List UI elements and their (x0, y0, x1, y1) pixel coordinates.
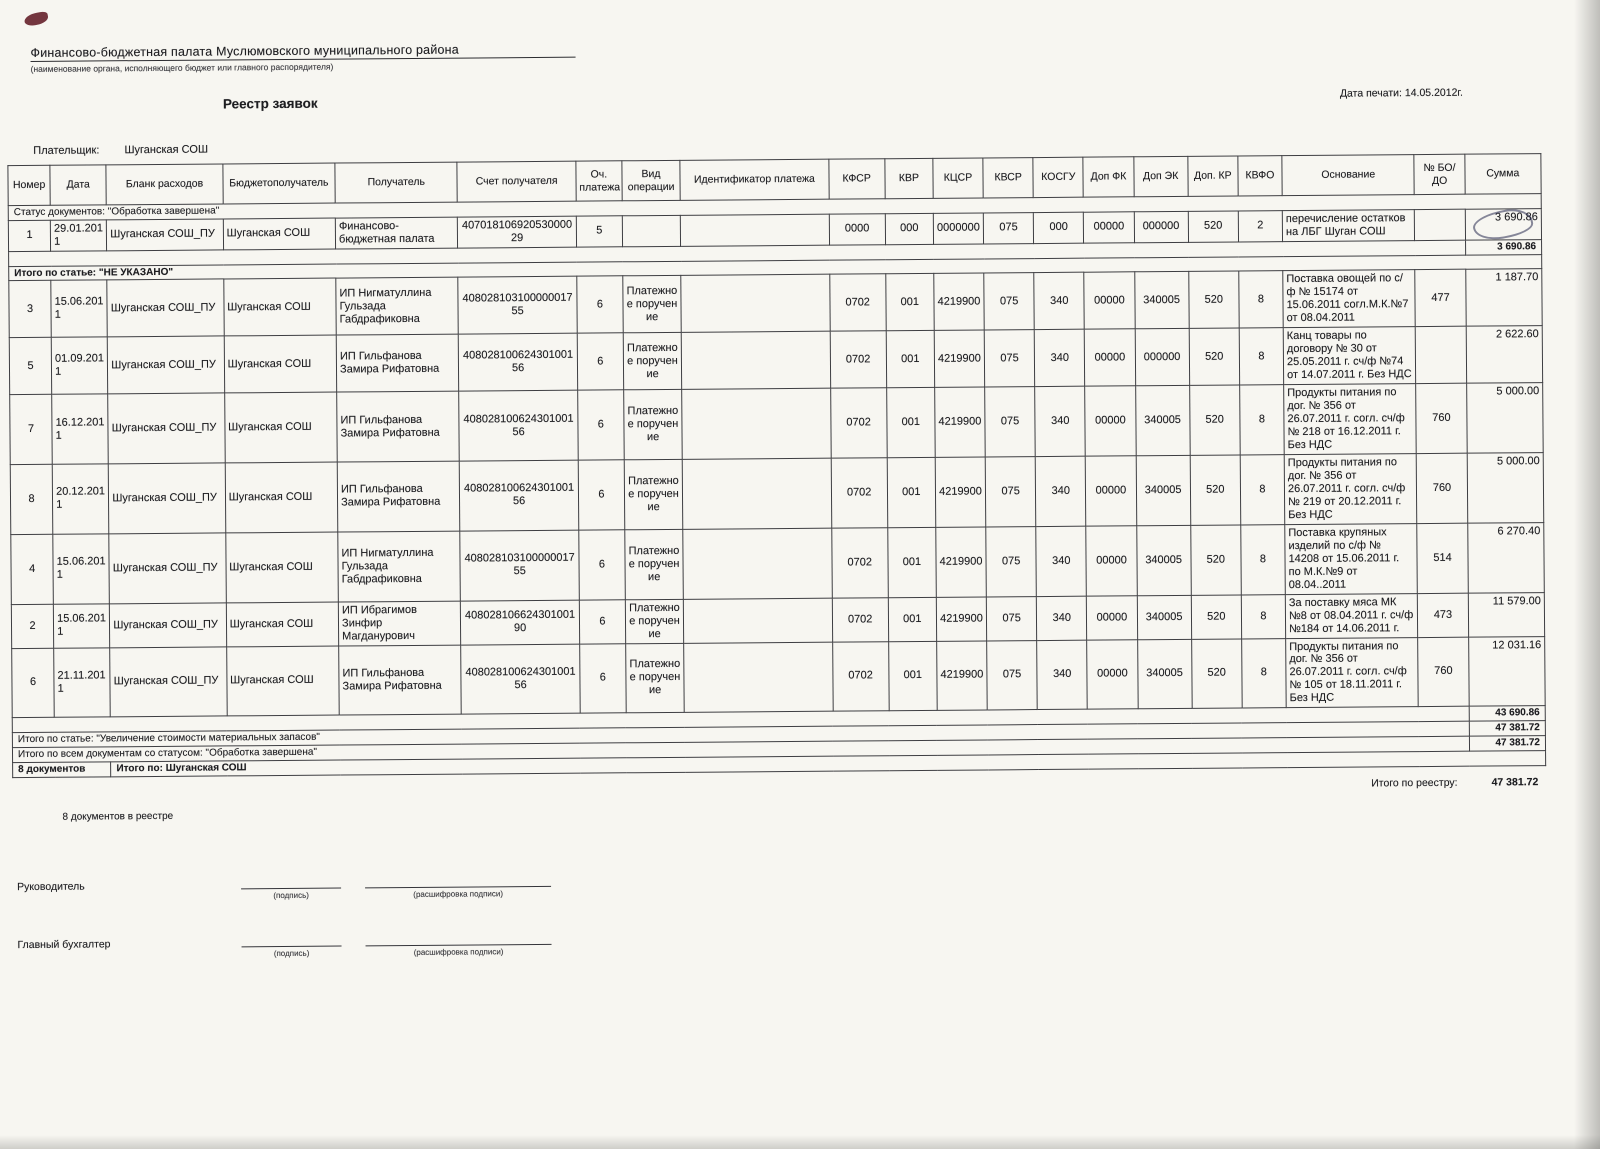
after-table (12, 775, 1572, 822)
signature-line (365, 870, 551, 899)
cell-budget_recipient: Шуганская СОШ (224, 335, 337, 393)
cell-sum: 5 000.00 (1466, 383, 1543, 453)
cell-kcsr: 4219900 (935, 387, 986, 457)
column-header: Счет получателя (457, 161, 576, 202)
cell-number: 2 (11, 604, 53, 648)
cell-kvfo: 8 (1240, 385, 1285, 455)
cell-kosgu: 340 (1037, 596, 1087, 640)
cell-kfsr: 0000 (829, 214, 885, 245)
summary-cell: Итого по: Шуганская СОШ (111, 750, 1546, 776)
payer-name: Шуганская СОШ (124, 143, 209, 157)
document-row (10, 383, 1544, 465)
column-header: КФСР (828, 159, 884, 199)
cell-queue: 6 (578, 460, 625, 530)
cell-kvsr: 075 (986, 596, 1036, 640)
cell-expense_blank: Шуганская СОШ_ПУ (110, 646, 227, 717)
cell-number: 5 (9, 337, 52, 394)
cell-payment_id (681, 275, 830, 333)
cell-kvsr: 075 (985, 456, 1036, 526)
cell-expense_blank: Шуганская СОШ_ПУ (107, 279, 224, 337)
cell-queue: 6 (577, 333, 624, 390)
cell-budget_recipient: Шуганская СОШ (223, 218, 336, 250)
column-header: Вид операции (622, 160, 680, 200)
document-row (12, 636, 1546, 718)
column-header: КВР (885, 158, 933, 198)
column-header: КЦСР (933, 158, 983, 198)
signature-line (241, 930, 341, 959)
column-header: Дата (50, 165, 106, 205)
cell-kvr: 000 (885, 213, 933, 244)
cell-dop_ek: 000000 (1135, 329, 1190, 386)
cell-sum: 2 622.60 (1466, 326, 1543, 383)
cell-sum: 5 000.00 (1467, 453, 1544, 523)
column-header: Основание (1282, 155, 1415, 196)
cell-kfsr: 0702 (829, 274, 886, 331)
cell-bo_do (1416, 326, 1467, 383)
signature-line (241, 872, 341, 901)
cell-sum: 12 031.16 (1468, 636, 1545, 706)
cell-dop_ek: 340005 (1136, 525, 1191, 595)
cell-operation_type: Платежное поручение (624, 389, 683, 459)
cell-dop_fk: 00000 (1086, 456, 1137, 526)
cell-kcsr: 4219900 (934, 330, 985, 387)
cell-kosgu: 000 (1034, 212, 1084, 243)
cell-recipient: ИП Нигматуллина Гульзада Габдрафиковна (336, 277, 459, 335)
cell-expense_blank: Шуганская СОШ_ПУ (109, 463, 226, 534)
column-header: Доп. КР (1188, 156, 1238, 196)
cell-basis: Поставка овощей по с/ф № 15174 от 15.06.2011 согл.М.К.№7 от 08.04.2011 (1283, 270, 1416, 328)
cell-dop_fk: 00000 (1084, 272, 1135, 329)
signature-row-director (17, 862, 1573, 910)
summary-cell: Итого по статье: "Увеличение стоимости материальных запасов" (12, 721, 1469, 747)
cell-bo_do: 760 (1418, 637, 1469, 707)
signature-role: Руководитель (17, 880, 85, 893)
cell-dop_kr: 520 (1190, 455, 1241, 525)
column-header: Доп ФК (1083, 157, 1133, 197)
cell-date: 29.01.2011 (50, 220, 106, 251)
cell-budget_recipient: Шуганская СОШ (224, 392, 337, 463)
cell-operation_type: Платежное поручение (625, 599, 684, 643)
signature-line (365, 928, 551, 957)
cell-budget_recipient: Шуганская СОШ (226, 602, 339, 647)
cell-expense_blank: Шуганская СОШ_ПУ (108, 336, 225, 394)
cell-basis: За поставку мяса МК №8 от 08.04.2011 г. сч/ф №184 от 14.06.2011 г. (1285, 593, 1418, 638)
column-header: Бюджетополучатель (223, 163, 336, 204)
cell-recipient: ИП Гильфанова Замира Рифатовна (337, 391, 460, 462)
cell-queue: 6 (579, 530, 626, 600)
registry-total-label: Итого по реестру: (1371, 776, 1458, 789)
cell-kcsr: 4219900 (936, 527, 987, 597)
cell-dop_fk: 00000 (1086, 526, 1137, 596)
cell-kosgu: 340 (1037, 640, 1088, 710)
cell-kvr: 001 (887, 457, 936, 527)
cell-dop_ek: 340005 (1137, 639, 1192, 709)
cell-dop_ek: 340005 (1135, 385, 1190, 455)
cell-account: 40802810062430100156 (461, 644, 580, 715)
cell-kvfo: 8 (1239, 328, 1284, 385)
cell-recipient: ИП Гильфанова Замира Рифатовна (339, 645, 462, 716)
cell-basis: Продукты питания по дог. № 356 от 26.07.2011 г. согл. сч/ф № 219 от 20.12.2011 г. Без НДС (1284, 453, 1417, 524)
cell-date: 01.09.2011 (51, 337, 108, 394)
scan-artifact-mark (23, 11, 49, 27)
docs-in-registry: 8 документов в реестре (62, 810, 174, 823)
cell-basis: Продукты питания по дог. № 356 от 26.07.2011 г. согл. сч/ф № 218 от 16.12.2011 г. Без НДС (1284, 384, 1417, 455)
cell-kvsr: 075 (984, 330, 1035, 387)
cell-queue: 5 (576, 216, 622, 247)
cell-kvsr: 075 (987, 640, 1038, 710)
cell-sum: 1 187.70 (1465, 269, 1542, 326)
cell-kfsr: 0702 (830, 388, 887, 458)
cell-basis: Канц товары по договору № 30 от 25.05.2011 г. сч/ф №74 от 14.07.2011 г. Без НДС (1283, 327, 1416, 385)
cell-dop_kr: 520 (1191, 595, 1241, 639)
scan-content (6, 0, 1574, 991)
cell-dop_ek: 340005 (1137, 595, 1192, 639)
cell-bo_do: 760 (1416, 383, 1467, 453)
column-header: Номер (8, 165, 50, 205)
cell-dop_kr: 520 (1188, 211, 1238, 242)
cell-kosgu: 340 (1035, 386, 1086, 456)
cell-budget_recipient: Шуганская СОШ (225, 462, 338, 533)
cell-kvfo: 8 (1239, 271, 1284, 328)
cell-operation_type: Платежное поручение (625, 529, 684, 599)
payer-label: Плательщик: (33, 144, 100, 157)
cell-bo_do: 473 (1418, 593, 1468, 637)
summary-cell: 8 документов (13, 762, 111, 778)
cell-payment_id (681, 331, 830, 389)
signature-rule (241, 930, 341, 947)
cell-kfsr: 0702 (831, 528, 888, 598)
cell-operation_type: Платежное поручение (626, 643, 685, 713)
column-header: Получатель (335, 162, 458, 203)
print-date: Дата печати: 14.05.2012г. (1339, 86, 1463, 100)
cell-kvr: 001 (886, 331, 935, 388)
cell-payment_id (682, 458, 831, 529)
document-row (10, 453, 1544, 535)
cell-bo_do: 514 (1417, 523, 1468, 593)
cell-kfsr: 0702 (831, 458, 888, 528)
signature-row-accountant (17, 920, 1573, 968)
cell-dop_kr: 520 (1191, 638, 1242, 708)
cell-budget_recipient: Шуганская СОШ (225, 532, 338, 603)
cell-dop_ek: 340005 (1136, 455, 1191, 525)
cell-kosgu: 340 (1035, 456, 1086, 526)
cell-date: 20.12.2011 (52, 464, 109, 534)
cell-number: 1 (8, 220, 50, 251)
cell-queue: 6 (577, 276, 624, 333)
cell-kfsr: 0702 (830, 331, 887, 388)
cell-dop_kr: 520 (1188, 271, 1239, 328)
cell-kvfo: 2 (1238, 210, 1282, 241)
cell-operation_type: Платежное поручение (623, 333, 682, 390)
cell-payment_id (683, 528, 832, 599)
title-row (7, 86, 1567, 113)
signature-role: Главный бухгалтер (17, 937, 111, 951)
cell-expense_blank: Шуганская СОШ_ПУ (107, 219, 224, 251)
cell-kcsr: 4219900 (936, 597, 986, 641)
cell-account: 40802810662430100190 (461, 600, 580, 645)
cell-recipient: ИП Ибрагимов Зинфир Магданурович (338, 601, 461, 646)
payer-row (33, 133, 1567, 157)
cell-expense_blank: Шуганская СОШ_ПУ (108, 393, 225, 464)
cell-account: 40701810692053000029 (458, 216, 577, 248)
signature-label: (подпись) (273, 948, 310, 958)
cell-kosgu: 340 (1034, 329, 1085, 386)
cell-number: 3 (9, 281, 52, 338)
cell-dop_fk: 00000 (1087, 639, 1138, 709)
cell-budget_recipient: Шуганская СОШ (223, 278, 336, 336)
cell-dop_fk: 00000 (1085, 386, 1136, 456)
signature-block (13, 862, 1574, 968)
org-name: Финансово-бюджетная палата Муслюмовского муниципального района (30, 42, 575, 62)
cell-number: 4 (11, 534, 54, 604)
cell-dop_kr: 520 (1189, 328, 1240, 385)
cell-dop_ek: 000000 (1134, 211, 1188, 242)
cell-number: 6 (12, 648, 55, 718)
summary-cell: 3 690.86 (1465, 239, 1542, 254)
signature-rule (365, 870, 551, 887)
cell-kfsr: 0702 (832, 597, 889, 641)
signature-label: (расшифровка подписи) (413, 946, 504, 957)
cell-kcsr: 4219900 (935, 457, 986, 527)
summary-cell: 43 690.86 (1469, 706, 1546, 721)
cell-recipient: ИП Нигматуллина Гульзада Габдрафиковна (338, 531, 461, 602)
cell-kvsr: 075 (985, 387, 1036, 457)
cell-expense_blank: Шуганская СОШ_ПУ (109, 533, 226, 604)
cell-kvfo: 8 (1242, 638, 1287, 708)
column-header: КВФО (1238, 156, 1282, 196)
cell-kvr: 001 (888, 641, 937, 711)
cell-dop_kr: 520 (1190, 525, 1241, 595)
summary-cell: Статус документов: "Обработка завершена" (8, 194, 1541, 221)
cell-kvr: 001 (888, 597, 936, 641)
registry-total-value: 47 381.72 (1491, 775, 1539, 789)
cell-kvsr: 075 (986, 526, 1037, 596)
cell-dop_fk: 00000 (1087, 595, 1137, 639)
summary-cell: Итого по статье: "НЕ УКАЗАНО" (9, 254, 1542, 281)
cell-number: 7 (10, 394, 53, 464)
document-row (11, 522, 1545, 604)
signature-label: (расшифровка подписи) (413, 888, 504, 899)
cell-kosgu: 340 (1034, 273, 1085, 330)
cell-queue: 6 (577, 390, 624, 460)
cell-expense_blank: Шуганская СОШ_ПУ (110, 603, 227, 648)
cell-sum: 3 690.86 (1465, 208, 1542, 240)
cell-dop_fk: 00000 (1085, 329, 1136, 386)
signature-rule (241, 872, 341, 889)
cell-kcsr: 4219900 (934, 273, 985, 330)
column-header: Бланк расходов (106, 164, 223, 205)
cell-account: 40802810310000001755 (458, 276, 577, 334)
cell-kcsr: 0000000 (933, 213, 983, 244)
cell-budget_recipient: Шуганская СОШ (226, 646, 339, 717)
signature-rule (365, 928, 551, 945)
column-header: № БО/ДО (1414, 154, 1464, 194)
cell-dop_fk: 00000 (1084, 212, 1134, 243)
cell-date: 15.06.2011 (53, 603, 110, 647)
cell-kvr: 001 (886, 274, 935, 331)
cell-account: 40802810062430100156 (460, 460, 579, 531)
cell-kosgu: 340 (1036, 526, 1087, 596)
cell-kvr: 001 (888, 527, 937, 597)
cell-account: 40802810062430100156 (459, 333, 578, 391)
cell-kvsr: 075 (984, 273, 1035, 330)
cell-operation_type: Платежное поручение (624, 459, 683, 529)
cell-bo_do: 760 (1417, 453, 1468, 523)
cell-payment_id (680, 214, 829, 246)
cell-kvfo: 8 (1241, 594, 1285, 638)
cell-payment_id (684, 642, 833, 713)
cell-date: 16.12.2011 (52, 394, 109, 464)
column-header: Идентификатор платежа (680, 159, 829, 200)
cell-kvr: 001 (886, 387, 935, 457)
cell-kvsr: 075 (983, 212, 1033, 243)
registry-total-row (12, 776, 1538, 800)
cell-basis: перечисление остатков на ЛБГ Шуган СОШ (1282, 209, 1415, 241)
cell-number: 8 (10, 464, 53, 534)
cell-account: 40802810062430100156 (459, 390, 578, 461)
column-header: КОСГУ (1033, 157, 1083, 197)
cell-recipient: ИП Гильфанова Замира Рифатовна (337, 461, 460, 532)
cell-operation_type: Платежное поручение (623, 276, 682, 333)
summary-cell: 47 381.72 (1469, 736, 1546, 751)
cell-recipient: ИП Гильфанова Замира Рифатовна (336, 334, 459, 392)
cell-bo_do: 477 (1415, 270, 1466, 327)
cell-kcsr: 4219900 (937, 640, 988, 710)
cell-queue: 6 (579, 643, 626, 713)
cell-basis: Поставка крупяных изделий по с/ф № 14208 от 15.06.2011 г. по М.К.№9 от 08.04..2011 (1285, 523, 1418, 594)
summary-cell: 47 381.72 (1469, 721, 1546, 736)
cell-date: 15.06.2011 (53, 534, 110, 604)
cell-queue: 6 (579, 599, 625, 643)
cell-kvfo: 8 (1241, 524, 1286, 594)
cell-dop_ek: 340005 (1134, 272, 1189, 329)
cell-payment_id (683, 598, 832, 643)
column-header: Сумма (1464, 154, 1541, 195)
column-header: КВСР (983, 158, 1033, 198)
org-hint: (наименование органа, исполняющего бюджет или главного распорядителя) (30, 61, 334, 74)
registry-table (7, 153, 1546, 778)
cell-kvfo: 8 (1240, 455, 1285, 525)
cell-sum: 11 579.00 (1468, 592, 1545, 637)
summary-cell: Итого по всем документам со статусом: "Обработка завершена" (12, 736, 1469, 762)
cell-date: 15.06.2011 (51, 280, 108, 337)
cell-bo_do (1415, 209, 1465, 240)
cell-kfsr: 0702 (832, 641, 889, 711)
signature-label: (подпись) (273, 890, 309, 900)
cell-dop_kr: 520 (1189, 385, 1240, 455)
cell-payment_id (682, 388, 831, 459)
cell-basis: Продукты питания по дог. № 356 от 26.07.2011 г. согл. сч/ф № 105 от 18.11.2011 г. Без НДС (1286, 637, 1419, 708)
cell-date: 21.11.2011 (54, 647, 111, 717)
column-header: Доп ЭК (1133, 156, 1187, 196)
cell-recipient: Финансово-бюджетная палата (335, 217, 458, 249)
cell-sum: 6 270.40 (1467, 522, 1544, 592)
cell-account: 40802810310000001755 (460, 530, 579, 601)
column-header: Оч. платежа (576, 161, 622, 201)
document-title: Реестр заявок (222, 95, 318, 112)
cell-operation_type (622, 215, 680, 246)
